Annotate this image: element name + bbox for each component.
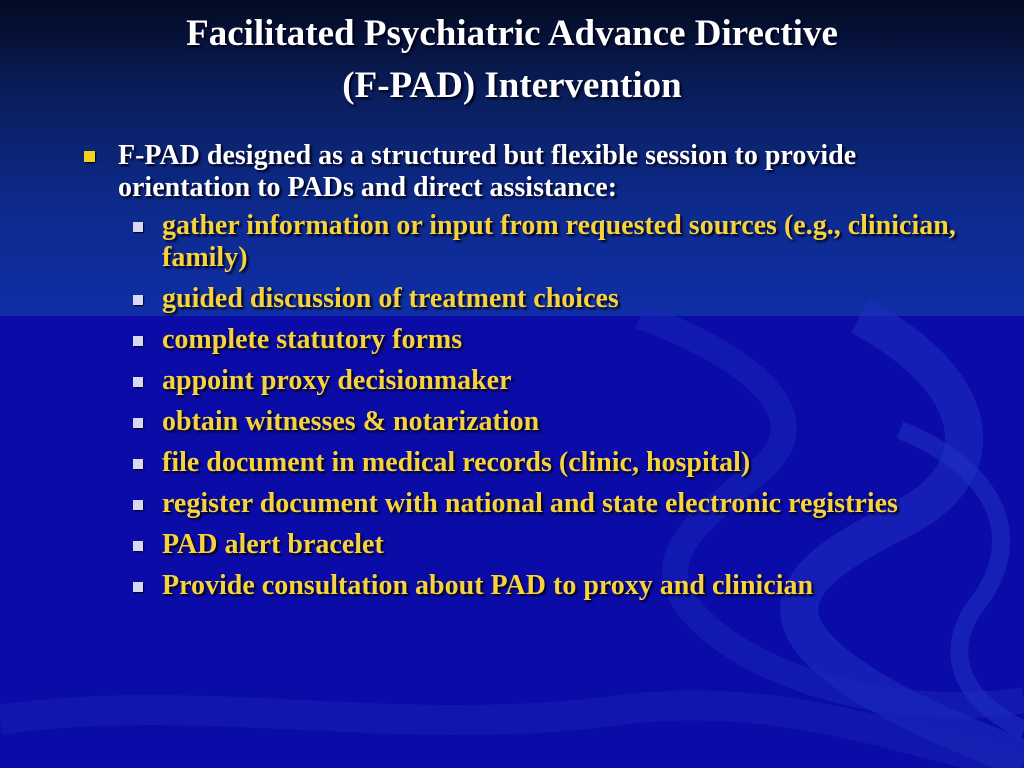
square-bullet-icon bbox=[133, 377, 143, 387]
sub-bullet-item bbox=[132, 324, 980, 356]
sub-bullet-text: register document with national and state electronic registries bbox=[162, 488, 898, 519]
sub-bullet-text: obtain witnesses & notarization bbox=[162, 406, 540, 437]
sub-bullet-item bbox=[132, 365, 980, 397]
square-bullet-icon bbox=[133, 222, 143, 232]
square-bullet-icon bbox=[133, 336, 143, 346]
square-bullet-icon bbox=[84, 151, 95, 162]
sub-bullet-text: complete statutory forms bbox=[162, 324, 463, 355]
sub-bullet-item bbox=[132, 529, 980, 561]
sub-bullet-text: gather information or input from requested sources (e.g., clinician, family) bbox=[162, 210, 956, 273]
square-bullet-icon bbox=[133, 459, 143, 469]
slide-title bbox=[0, 8, 1024, 112]
square-bullet-icon bbox=[133, 582, 143, 592]
square-bullet-icon bbox=[133, 500, 143, 510]
sub-bullet-item bbox=[132, 570, 980, 602]
square-bullet-icon bbox=[133, 418, 143, 428]
square-bullet-icon bbox=[133, 541, 143, 551]
sub-bullet-text: PAD alert bracelet bbox=[162, 529, 384, 560]
sub-bullet-text: Provide consultation about PAD to proxy and clinician bbox=[162, 570, 814, 601]
sub-bullet-item bbox=[132, 447, 980, 479]
title-line-2: (F-PAD) Intervention bbox=[342, 65, 682, 106]
sub-bullet-list bbox=[132, 210, 980, 602]
sub-bullet-item bbox=[132, 406, 980, 438]
sub-bullet-text: appoint proxy decisionmaker bbox=[162, 365, 512, 396]
sub-bullet-text: guided discussion of treatment choices bbox=[162, 283, 619, 314]
square-bullet-icon bbox=[133, 295, 143, 305]
main-bullet-item bbox=[80, 140, 980, 204]
sub-bullet-item bbox=[132, 488, 980, 520]
sub-bullet-text: file document in medical records (clinic, hospital) bbox=[162, 447, 751, 478]
bullet-list bbox=[80, 140, 980, 611]
sub-bullet-item bbox=[132, 210, 980, 274]
title-line-1: Facilitated Psychiatric Advance Directive bbox=[186, 13, 838, 54]
main-bullet-text: F-PAD designed as a structured but flexible session to provide orientation to PADs and direct assistance: bbox=[118, 140, 857, 203]
sub-bullet-item bbox=[132, 283, 980, 315]
